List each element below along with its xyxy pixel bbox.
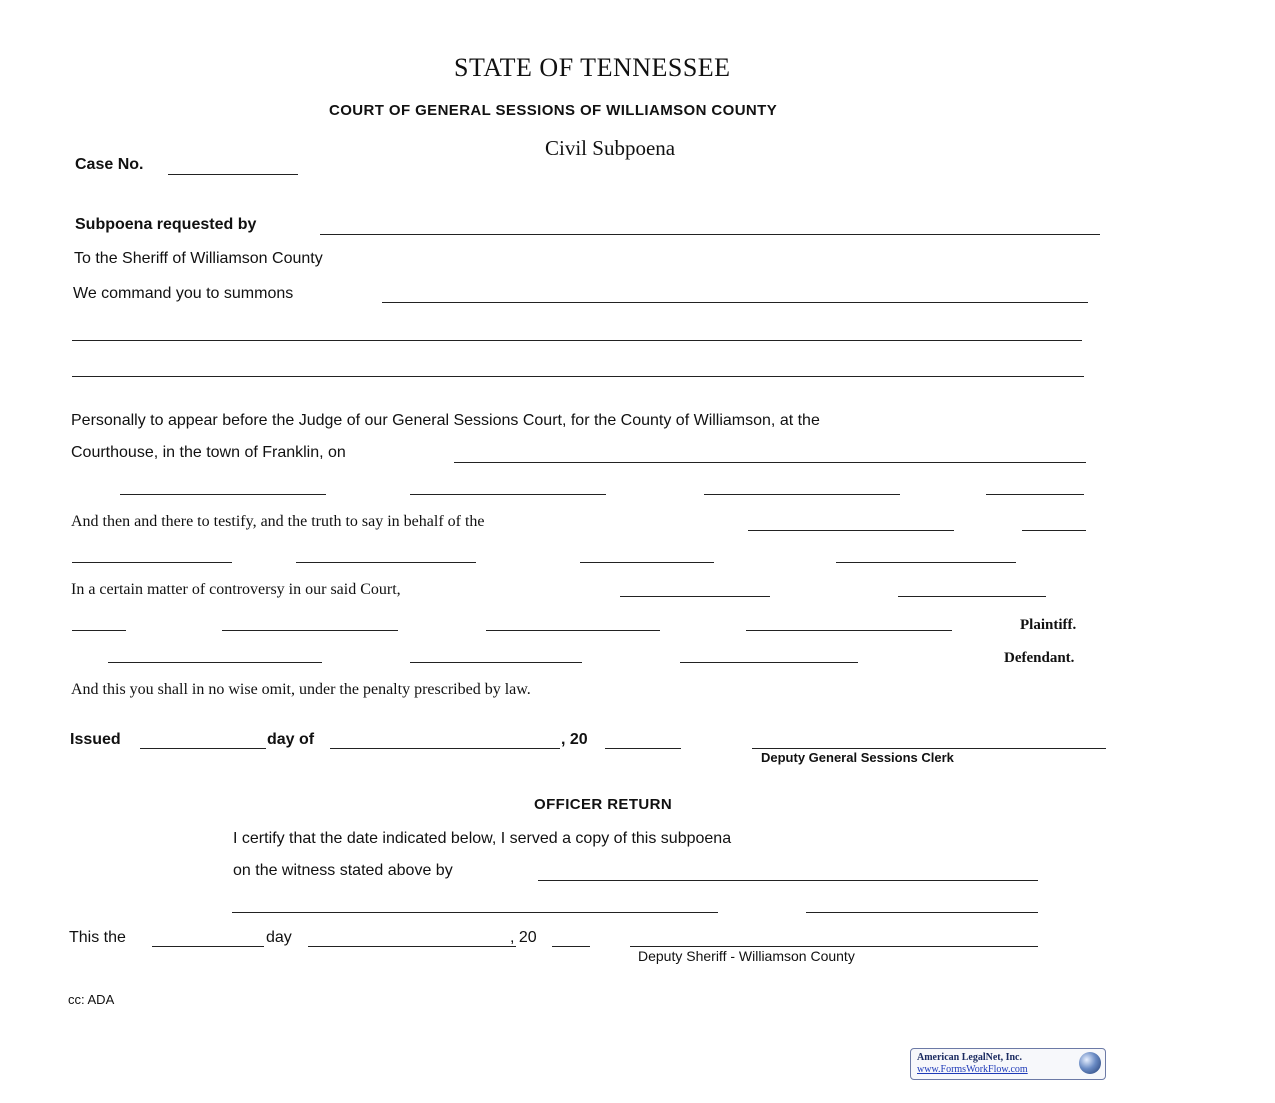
- issued-year-field[interactable]: [605, 748, 681, 749]
- cc-note: cc: ADA: [68, 992, 115, 1007]
- controversy-field-2[interactable]: [898, 596, 1046, 597]
- issued-day-of-label: day of: [267, 731, 315, 748]
- return-day-label: day: [266, 929, 292, 946]
- issued-month-field[interactable]: [330, 748, 560, 749]
- case-number-label: Case No.: [75, 156, 144, 173]
- behalf-field-4[interactable]: [296, 562, 476, 563]
- sheriff-label: Deputy Sheriff - Williamson County: [638, 948, 855, 964]
- requested-by-label: Subpoena requested by: [75, 216, 257, 233]
- clerk-label: Deputy General Sessions Clerk: [761, 750, 954, 765]
- summons-field-1[interactable]: [382, 302, 1088, 303]
- appear-detail-field-4[interactable]: [986, 494, 1084, 495]
- return-year-field[interactable]: [552, 946, 590, 947]
- served-by-field-1[interactable]: [538, 880, 1038, 881]
- issued-day-field[interactable]: [140, 748, 266, 749]
- form-title: Civil Subpoena: [545, 136, 676, 160]
- appear-date-field[interactable]: [454, 462, 1086, 463]
- certify-text: I certify that the date indicated below, I served a copy of this subpoena: [233, 830, 732, 847]
- summons-field-2[interactable]: [72, 340, 1082, 341]
- state-title: STATE OF TENNESSEE: [454, 53, 731, 82]
- return-month-field[interactable]: [308, 946, 516, 947]
- behalf-field-1[interactable]: [748, 530, 954, 531]
- logo-company-name: American LegalNet, Inc.: [917, 1052, 1022, 1063]
- testify-text: And then and there to testify, and the truth to say in behalf of the: [71, 513, 485, 530]
- american-legalnet-logo[interactable]: [910, 1048, 1106, 1080]
- officer-return-heading: OFFICER RETURN: [534, 796, 673, 813]
- behalf-field-5[interactable]: [580, 562, 714, 563]
- requested-by-field[interactable]: [320, 234, 1100, 235]
- behalf-field-6[interactable]: [836, 562, 1016, 563]
- omit-text: And this you shall in no wise omit, under the penalty prescribed by law.: [71, 681, 531, 698]
- summons-field-3[interactable]: [72, 376, 1084, 377]
- to-sheriff-text: To the Sheriff of Williamson County: [74, 250, 323, 267]
- served-by-text: on the witness stated above by: [233, 862, 453, 879]
- this-the-label: This the: [69, 929, 126, 946]
- issued-year-label: , 20: [561, 731, 588, 748]
- defendant-field-1[interactable]: [108, 662, 322, 663]
- defendant-field-3[interactable]: [680, 662, 858, 663]
- controversy-field-1[interactable]: [620, 596, 770, 597]
- served-by-field-3[interactable]: [806, 912, 1038, 913]
- plaintiff-field-1[interactable]: [72, 630, 126, 631]
- defendant-field-2[interactable]: [410, 662, 582, 663]
- court-name: COURT OF GENERAL SESSIONS OF WILLIAMSON COUNTY: [329, 102, 778, 119]
- served-by-field-2[interactable]: [232, 912, 718, 913]
- clerk-signature-field[interactable]: [752, 748, 1106, 749]
- return-year-label: , 20: [510, 929, 537, 946]
- plaintiff-field-2[interactable]: [222, 630, 398, 631]
- appear-text-line1: Personally to appear before the Judge of our General Sessions Court, for the County of Williamson, at the: [71, 412, 820, 429]
- plaintiff-label: Plaintiff.: [1020, 617, 1077, 633]
- behalf-field-2[interactable]: [1022, 530, 1086, 531]
- appear-detail-field-2[interactable]: [410, 494, 606, 495]
- return-day-field[interactable]: [152, 946, 264, 947]
- case-number-field[interactable]: [168, 174, 298, 175]
- sheriff-signature-field[interactable]: [630, 946, 1038, 947]
- appear-detail-field-3[interactable]: [704, 494, 900, 495]
- controversy-text: In a certain matter of controversy in our said Court,: [71, 581, 401, 598]
- appear-detail-field-1[interactable]: [120, 494, 326, 495]
- defendant-label: Defendant.: [1004, 650, 1075, 666]
- issued-label: Issued: [70, 731, 121, 748]
- globe-icon: [1079, 1052, 1101, 1074]
- behalf-field-3[interactable]: [72, 562, 232, 563]
- appear-text-line2: Courthouse, in the town of Franklin, on: [71, 444, 346, 461]
- command-text: We command you to summons: [73, 285, 294, 302]
- plaintiff-field-4[interactable]: [746, 630, 952, 631]
- plaintiff-field-3[interactable]: [486, 630, 660, 631]
- logo-url-link[interactable]: www.FormsWorkFlow.com: [917, 1064, 1028, 1075]
